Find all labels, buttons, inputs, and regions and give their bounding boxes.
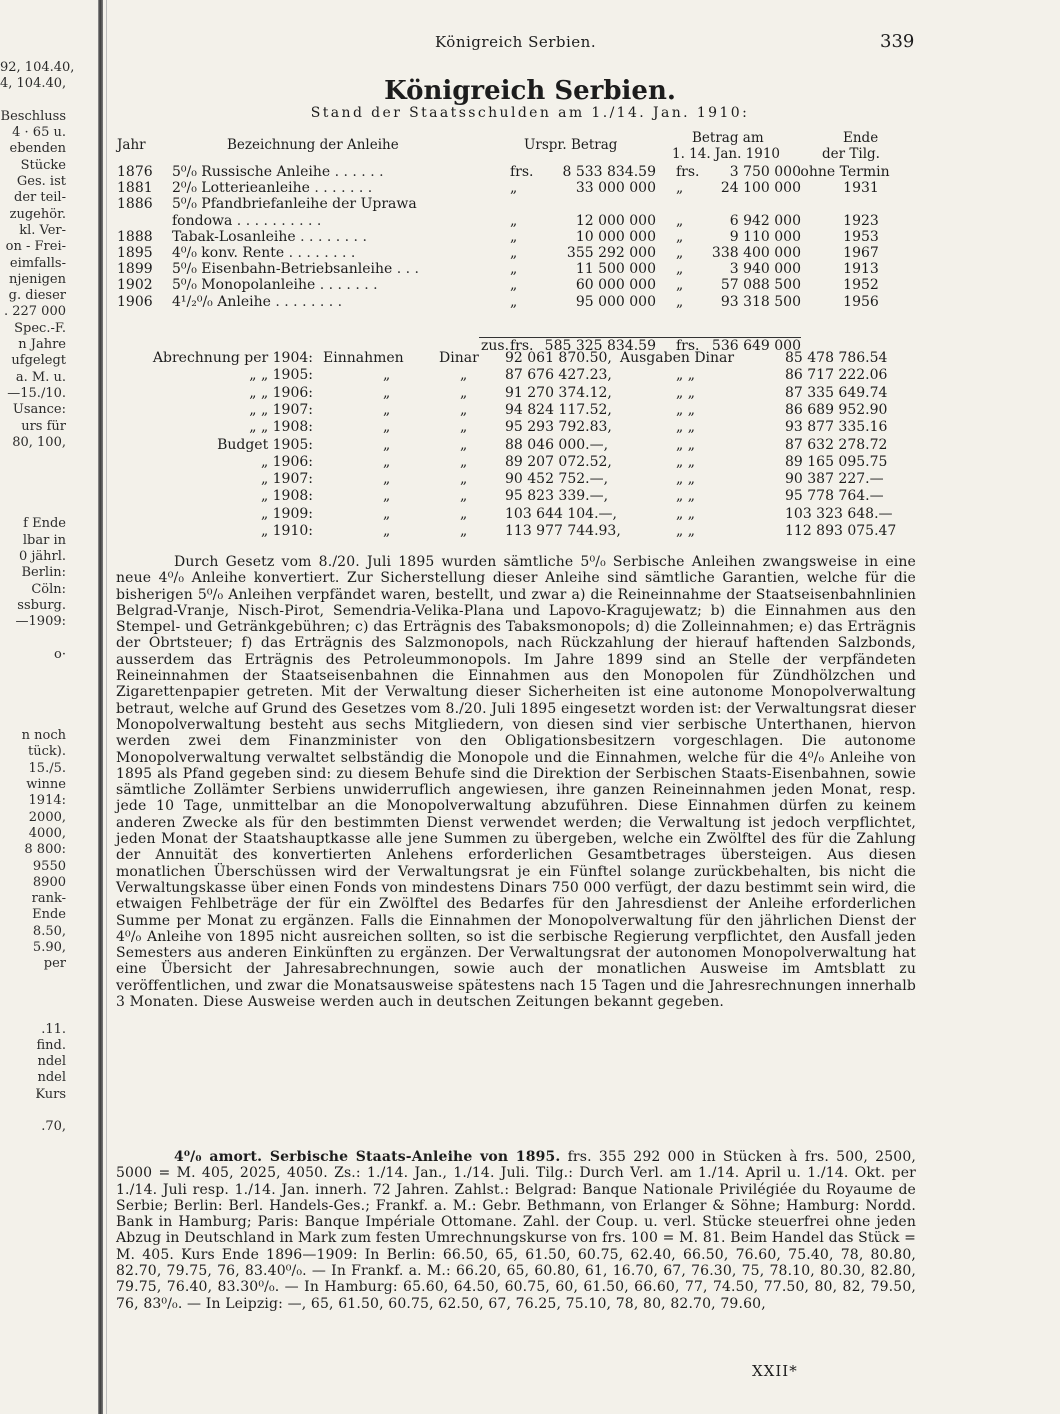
- row-amount: 9 110 000: [729, 228, 801, 245]
- row-original: 12 000 000: [575, 212, 656, 229]
- row-amount: 93 318 500: [720, 293, 801, 310]
- header-year: Jahr: [117, 137, 146, 153]
- adjacent-page-line: lbar in: [22, 532, 66, 548]
- adjacent-page-line: 8.50,: [32, 923, 66, 939]
- row-currency: „: [510, 245, 518, 261]
- row-end: 1923: [843, 212, 879, 229]
- adjacent-page-line: —1909:: [15, 614, 66, 630]
- account-label: Abrechnung per 1904:: [152, 350, 313, 366]
- row-currency: „: [510, 293, 518, 310]
- row-currency-2: „: [676, 293, 684, 310]
- row-leader-dots: . . . . . . .: [315, 277, 378, 294]
- adjacent-page-line: per: [43, 956, 66, 972]
- adjacent-page-line: 0 jährl.: [18, 548, 66, 564]
- row-currency-2: „: [676, 212, 684, 229]
- account-income-label: „: [383, 453, 391, 470]
- adjacent-page-line: 8900: [32, 874, 66, 890]
- row-original: 355 292 000: [566, 245, 656, 261]
- row-amount: 3 940 000: [729, 261, 801, 278]
- header-amount-line1: Betrag am: [692, 130, 764, 146]
- total-original: 585 325 834.59: [544, 338, 656, 354]
- account-expense-value: 93 877 335.16: [785, 419, 888, 436]
- adjacent-page-line: g. dieser: [8, 288, 66, 304]
- row-original: 95 000 000: [575, 293, 656, 310]
- row-original: 33 000 000: [575, 180, 656, 197]
- row-name: fondowa: [172, 212, 233, 229]
- adjacent-page-line: 8 800:: [24, 842, 66, 858]
- adjacent-page-line: .11.: [41, 1021, 66, 1037]
- account-income-label: „: [383, 523, 391, 539]
- adjacent-page-line: 2000,: [28, 809, 66, 825]
- row-year: 1876: [117, 164, 153, 180]
- account-label: „ 1906:: [260, 453, 313, 470]
- row-end: ohne Termin: [800, 164, 890, 180]
- adjacent-page-line: Spec.-F.: [14, 320, 66, 336]
- adjacent-page-line: 4, 104.40,: [0, 76, 67, 92]
- adjacent-page-line: o·: [54, 646, 66, 662]
- adjacent-page-line: 80, 100,: [12, 434, 66, 450]
- row-year: 1895: [117, 245, 153, 261]
- body-paragraph-1-text: Durch Gesetz vom 8./20. Juli 1895 wurden sämtliche 5⁰/₀ Serbische Anleihen zwangsweise in eine neue 4⁰/₀ Anleihe konvertiert. Zur Sicherstellung dieser Anleihe sind sämtliche Garantien, welche für die bisherigen 5⁰/₀ Anleihen verpfändet waren, bestellt, und zwar a) die Reineinnahme der Staatseisenbahnlinien Belgrad-Vranje, Nisch-Pirot, Semendria-Velika-Plana und Lapovo-Kragujewatz; b) die Einnahmen aus den Stempel- und Getränkgebühren; c) das Erträgnis des Tabaksmonopols; d) die Zolleinnahmen; e) das Erträgnis der Obrtsteuer; f) das Erträgnis des Salzmonopols, nach Rückzahlung der hierauf haftenden Salzbonds, ausserdem das Erträgnis des Petroleummonopols. Im Jahre 1899 sind an Stelle der verpfändeten Reineinnahmen der Staatseisenbahnen die Einnahmen aus den Monopolen für Zündhölzchen und Zigarettenpapier getreten. Mit der Verwaltung dieser Sicherheiten ist eine autonome Monopolverwaltung betraut, welche auf Grund des Gesetzes vom 8./20. Juli 1895 eingesetzt worden ist: der Verwaltungsrat dieser Monopolverwaltung besteht aus sechs Mitgliedern, von diesen sind vier serbische Unterthanen, hiervon werden zwei dem Finanzminister von den Obligationsbesitzern vorgeschlagen. Die autonome Monopolverwaltung verwaltet selbständig die Monopole und die Einnahmen, welche für die 4⁰/₀ Anleihe von 1895 als Pfand gegeben sind: zu diesem Behufe sind die Direktion der Serbischen Staats-Eisenbahnen, sowie sämtliche Zollämter Serbiens unwiderruflich angewiesen, ihre ganzen Reineinnahmen jeden Monat, resp. jede 10 Tage, unmittelbar an die Monopolverwaltung abzuführen. Diese Einnahmen dürfen zu keinem anderen Zwecke als für den bestimmten Dienst verwendet werden; die Verwaltung ist jedoch verpflichtet, jeden Monat der Staatshauptkasse alle jene Summen zu übergeben, welche ein Zwölftel des für die Zahlung der Annuität des konvertierten Anlehens erforderlichen Gesamtbetrages übersteigen. Aus diesen monatlichen Überschüssen wird der Verwaltungsrat je ein Fünftel solange zurückbehalten, bis nicht die Verwaltungskasse über einen Fonds von mindestens Dinars 750 000 verfügt, der dazu bestimmt sein wird, die etwaigen Fehlbeträge der für ein Zwölftel des Bedarfes für den Jahresdienst der Anleihe erforderlichen Summe per Monat zu ergänzen. Falls die Einnahmen der Monopolverwaltung für den jährlichen Dienst der 4⁰/₀ Anleihe von 1895 nicht ausreichen sollten, so ist die serbische Regierung verpflichtet, den Ausfall jeden Semesters aus anderen Einkünften zu ergänzen. Der Verwaltungsrat der autonomen Monopolverwaltung hat eine Übersicht der Jahresabrechnungen, sowie auch der monatlichen Ausweise im Amtsblatt zu veröffentlichen, und zwar die Monatsausweise spätestens nach 15 Tagen und die Jahresrechnungen innerhalb 3 Monaten. Diese Ausweise werden auch in deutschen Zeitungen bekannt gegeben.: [116, 554, 916, 1011]
- adjacent-page-line: Ende: [32, 907, 66, 923]
- signature-mark: XXII*: [752, 1362, 798, 1380]
- adjacent-page-line: tück).: [28, 744, 66, 760]
- total-label: zus.: [481, 338, 510, 354]
- row-original: 11 500 000: [575, 261, 656, 278]
- bond-details: frs. 355 292 000 in Stücken à frs. 500, 2500, 5000 = M. 405, 2025, 4050. Zs.: 1./14. Jan., 1./14. Juli. Tilg.: Durch Verl. am 1./14. April u. 1./14. Okt. per 1./14. Juli resp. 1./14. Jan. innerh. 72 Jahren. Zahlst.: Belgrad: Banque Nationale Privilégiée du Royaume de Serbie; Berlin: Berl. Handels-Ges.; Frankf. a. M.: Gebr. Bethmann, von Erlanger & Söhne; Hamburg: Nordd. Bank in Hamburg; Paris: Banque Impériale Ottomane. Zahl. der Coup. u. verl. Stücke steuerfrei ohne jeden Abzug in Deutschland in Mark zum festen Umrechnungskurse von frs. 100 = M. 81. Beim Handel das Stück = M. 405. Kurs Ende 1896—1909: In Berlin: 66.50, 65, 61.50, 60.75, 62.40, 66.50, 76.60, 75.40, 78, 80.80, 82.70, 79.75, 76, 83.40⁰/₀. — In Frankf. a. M.: 66.20, 65, 60.80, 61, 16.70, 67, 76.30, 75, 78.10, 80.30, 82.80, 79.75, 76.40, 83.30⁰/₀. — In Hamburg: 65.60, 64.50, 60.75, 60, 61.50, 66.60, 77, 74.50, 77.50, 80, 82, 79.50, 76, 83⁰/₀. — In Leipzig: —, 65, 61.50, 60.75, 62.50, 67, 76.25, 75.10, 78, 80, 82.70, 79.60,: [116, 1149, 916, 1312]
- row-name: Tabak-Losanleihe: [172, 228, 296, 245]
- row-name: 5⁰/₀ Monopolanleihe: [172, 277, 316, 294]
- adjacent-page-line: njenigen: [8, 271, 66, 287]
- adjacent-page-line: kl. Ver-: [19, 222, 66, 238]
- account-expense-label: „ „: [676, 505, 695, 522]
- adjacent-page-line: zugehör.: [9, 206, 66, 222]
- row-currency: „: [510, 212, 518, 229]
- adjacent-page-line: .70,: [41, 1119, 66, 1135]
- adjacent-page-line: ebenden: [9, 141, 66, 157]
- account-income-label: „: [383, 436, 391, 453]
- account-income-value: 95 293 792.83,: [505, 419, 612, 436]
- row-leader-dots: . . . . . . . . . .: [232, 212, 322, 229]
- account-currency: „: [460, 419, 468, 436]
- account-expense-value: 86 689 952.90: [785, 401, 888, 418]
- row-end: 1967: [843, 245, 879, 261]
- running-head: Königreich Serbien.: [435, 33, 597, 51]
- header-original: Urspr. Betrag: [524, 137, 618, 153]
- account-label: „ „ 1906:: [249, 384, 313, 401]
- row-end: 1952: [843, 277, 879, 294]
- account-label: „ 1907:: [260, 471, 313, 488]
- account-income-value: 94 824 117.52,: [505, 401, 612, 418]
- account-label: Budget 1905:: [217, 436, 313, 453]
- account-expense-label: Ausgaben Dinar: [620, 350, 735, 366]
- adjacent-page-line: n noch: [21, 728, 66, 744]
- adjacent-page-line: rank-: [31, 891, 66, 907]
- row-name: 5⁰/₀ Pfandbriefanleihe der Uprawa: [172, 196, 417, 213]
- row-end: 1931: [843, 180, 879, 197]
- account-currency: „: [460, 523, 468, 539]
- account-currency: „: [460, 453, 468, 470]
- page-number: 339: [880, 31, 915, 52]
- adjacent-page-line: n Jahre: [18, 337, 66, 353]
- adjacent-page-line: Kurs: [35, 1086, 66, 1102]
- adjacent-page-line: 9550: [32, 858, 66, 874]
- total-currency: frs.: [510, 338, 534, 354]
- adjacent-page-line: Beschluss: [0, 108, 66, 124]
- account-income-value: 87 676 427.23,: [505, 367, 612, 384]
- account-expense-value: 95 778 764.—: [785, 488, 884, 505]
- account-expense-value: 86 717 222.06: [785, 367, 888, 384]
- account-income-value: 89 207 072.52,: [505, 453, 612, 470]
- adjacent-page-line: [0, 1103, 66, 1119]
- adjacent-page-line: 4 · 65 u.: [12, 125, 66, 141]
- row-amount: 6 942 000: [729, 212, 801, 229]
- row-name: 4¹/₂⁰/₀ Anleihe: [172, 293, 271, 310]
- accounts-section: [0, 0, 1000, 560]
- account-expense-label: „ „: [676, 436, 695, 453]
- row-amount: 338 400 000: [711, 245, 801, 261]
- row-amount: 3 750 000: [729, 164, 801, 180]
- account-expense-label: „ „: [676, 523, 695, 539]
- adjacent-page-line: urs für: [21, 418, 66, 434]
- account-expense-label: „ „: [676, 419, 695, 436]
- total-currency-2: frs.: [676, 338, 700, 354]
- row-name: 4⁰/₀ konv. Rente: [172, 245, 285, 261]
- adjacent-page-line: [0, 630, 66, 646]
- adjacent-page-line: [0, 1005, 66, 1021]
- page-title: Königreich Serbien.: [384, 76, 676, 106]
- account-expense-value: 85 478 786.54: [785, 350, 888, 366]
- account-expense-label: „ „: [676, 384, 695, 401]
- row-end: 1953: [843, 228, 879, 245]
- row-end: 1956: [843, 293, 879, 310]
- row-amount: 57 088 500: [720, 277, 801, 294]
- adjacent-page-line: —15./10.: [7, 385, 66, 401]
- row-leader-dots: . . . . . . .: [309, 180, 373, 197]
- account-currency: „: [460, 367, 468, 384]
- row-end: 1913: [843, 261, 879, 278]
- total-amount: 536 649 000: [711, 338, 801, 354]
- row-currency-2: frs.: [676, 164, 700, 180]
- account-income-label: „: [383, 505, 391, 522]
- account-expense-value: 90 387 227.—: [785, 471, 884, 488]
- adjacent-page-line: [0, 973, 66, 989]
- account-label: „ „ 1905:: [249, 367, 313, 384]
- account-income-label: „: [383, 384, 391, 401]
- adjacent-page-line: . 227 000: [3, 304, 66, 320]
- bond-title: 4⁰/₀ amort. Serbische Staats-Anleihe von 1895.: [174, 1149, 561, 1165]
- account-expense-label: „ „: [676, 453, 695, 470]
- row-currency-2: „: [676, 277, 684, 294]
- adjacent-page-line: find.: [36, 1037, 66, 1053]
- adjacent-page-line: 4000,: [28, 825, 66, 841]
- adjacent-page-line: ufgelegt: [11, 353, 66, 369]
- account-expense-label: „ „: [676, 488, 695, 505]
- account-income-label: „: [383, 471, 391, 488]
- account-currency: „: [460, 471, 468, 488]
- row-year: 1902: [117, 277, 153, 294]
- account-label: „ „ 1907:: [249, 401, 313, 418]
- row-currency: „: [510, 228, 518, 245]
- account-label: „ „ 1908:: [249, 419, 313, 436]
- account-income-label: „: [383, 367, 391, 384]
- account-expense-value: 103 323 648.—: [785, 505, 893, 522]
- row-amount: 24 100 000: [720, 180, 801, 197]
- adjacent-page-line: 5.90,: [32, 940, 66, 956]
- row-original: 10 000 000: [575, 228, 656, 245]
- adjacent-page-line: eimfalls-: [9, 255, 66, 271]
- adjacent-page-line: Stücke: [20, 157, 66, 173]
- adjacent-page-line: Usance:: [12, 402, 66, 418]
- adjacent-page-line: on - Frei-: [5, 239, 66, 255]
- account-income-label: „: [383, 488, 391, 505]
- row-year: 1899: [117, 261, 153, 278]
- account-currency: „: [460, 401, 468, 418]
- account-expense-value: 87 335 649.74: [785, 384, 888, 401]
- adjacent-page-line: Berlin:: [21, 565, 66, 581]
- account-income-value: 95 823 339.—,: [505, 488, 609, 505]
- adjacent-page-line: der teil-: [14, 190, 66, 206]
- adjacent-page-line: Cöln:: [31, 581, 66, 597]
- account-currency: Dinar: [439, 350, 479, 366]
- row-year: 1886: [117, 196, 153, 213]
- row-leader-dots: . . . . . . . .: [270, 293, 343, 310]
- row-year: 1888: [117, 228, 153, 245]
- adjacent-page-line: f Ende: [23, 516, 66, 532]
- account-income-label: Einnahmen: [323, 350, 404, 366]
- row-currency-2: „: [676, 261, 684, 278]
- account-currency: „: [460, 505, 468, 522]
- account-income-value: 92 061 870.50,: [505, 350, 612, 366]
- row-currency: „: [510, 261, 518, 278]
- adjacent-page-line: ndel: [37, 1054, 66, 1070]
- header-amount-line2: 1. 14. Jan. 1910: [672, 146, 781, 162]
- adjacent-page-line: ndel: [37, 1070, 66, 1086]
- row-leader-dots: . . . . . . . .: [295, 228, 367, 245]
- adjacent-page-line: [0, 696, 66, 712]
- account-label: „ 1910:: [260, 523, 313, 539]
- account-currency: „: [460, 488, 468, 505]
- body-paragraph-2: [116, 1149, 916, 1312]
- adjacent-page-line: [0, 663, 66, 679]
- row-name: 2⁰/₀ Lotterieanleihe: [172, 180, 310, 197]
- adjacent-page-line: 1914:: [28, 793, 66, 809]
- row-original: 8 533 834.59: [562, 164, 656, 180]
- row-leader-dots: . . . . . .: [330, 164, 384, 180]
- adjacent-page-line: [0, 679, 66, 695]
- body-paragraph-2-text: [116, 1149, 916, 1312]
- header-end-line2: der Tilg.: [822, 146, 880, 162]
- account-expense-label: „ „: [676, 471, 695, 488]
- row-currency: „: [510, 180, 518, 197]
- adjacent-page-line: [0, 712, 66, 728]
- row-original: 60 000 000: [575, 277, 656, 294]
- adjacent-page-line: Ges. ist: [16, 174, 66, 190]
- account-expense-value: 89 165 095.75: [785, 453, 888, 470]
- page-subtitle: Stand der Staatsschulden am 1./14. Jan. 1910:: [310, 105, 750, 121]
- row-currency-2: „: [676, 180, 684, 197]
- adjacent-page-line: [0, 989, 66, 1005]
- header-end-line1: Ende: [843, 130, 879, 146]
- account-currency: „: [460, 436, 468, 453]
- adjacent-page-line: a. M. u.: [15, 369, 66, 385]
- account-label: „ 1908:: [260, 488, 313, 505]
- account-income-value: 91 270 374.12,: [505, 384, 612, 401]
- row-name: 5⁰/₀ Eisenbahn-Betriebsanleihe: [172, 261, 393, 278]
- row-currency: „: [510, 277, 518, 294]
- account-income-label: „: [383, 401, 391, 418]
- row-year: 1906: [117, 293, 153, 310]
- row-currency-2: „: [676, 245, 684, 261]
- account-expense-value: 112 893 075.47: [785, 523, 897, 539]
- account-income-value: 113 977 744.93,: [505, 523, 621, 539]
- account-income-label: „: [383, 419, 391, 436]
- account-expense-label: „ „: [676, 401, 695, 418]
- adjacent-page-line: 15./5.: [28, 760, 66, 776]
- adjacent-page-line: 92, 104.40,: [0, 60, 75, 75]
- row-currency: frs.: [510, 164, 534, 180]
- header-name: Bezeichnung der Anleihe: [227, 137, 399, 153]
- row-currency-2: „: [676, 228, 684, 245]
- account-income-value: 90 452 752.—,: [505, 471, 609, 488]
- account-label: „ 1909:: [260, 505, 313, 522]
- account-expense-label: „ „: [676, 367, 695, 384]
- account-expense-value: 87 632 278.72: [785, 436, 888, 453]
- row-leader-dots: . . .: [392, 261, 419, 278]
- row-name: 5⁰/₀ Russische Anleihe: [172, 164, 331, 180]
- account-income-value: 103 644 104.—,: [505, 505, 617, 522]
- row-leader-dots: . . . . . . . .: [284, 245, 356, 261]
- body-paragraph-1: [116, 554, 916, 1010]
- row-year: 1881: [117, 180, 153, 197]
- adjacent-page-line: winne: [26, 777, 66, 793]
- adjacent-page-line: ssburg.: [17, 597, 66, 613]
- account-currency: „: [460, 384, 468, 401]
- account-income-value: 88 046 000.—,: [505, 436, 609, 453]
